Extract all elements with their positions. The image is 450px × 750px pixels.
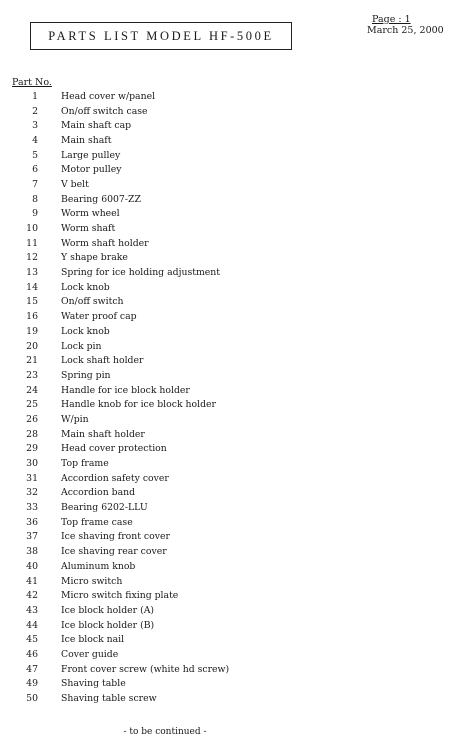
part-name: Bearing 6202-LLU xyxy=(61,502,148,514)
part-row xyxy=(0,544,229,559)
part-row xyxy=(0,295,229,310)
part-name: Lock shaft holder xyxy=(61,355,144,367)
part-number: 10 xyxy=(26,223,38,235)
part-row xyxy=(0,148,229,163)
part-name: Spring pin xyxy=(61,369,111,381)
part-name: Motor pulley xyxy=(61,164,122,176)
part-number: 37 xyxy=(26,531,38,543)
part-number: 38 xyxy=(26,546,38,558)
part-name: Lock knob xyxy=(61,325,110,337)
part-number: 44 xyxy=(26,619,38,631)
part-name: Accordion band xyxy=(61,487,136,499)
part-number: 8 xyxy=(32,193,38,205)
part-name: Ice shaving front cover xyxy=(61,531,170,543)
part-name: Worm wheel xyxy=(61,208,120,220)
part-number: 25 xyxy=(26,399,38,411)
part-number: 5 xyxy=(32,149,38,161)
part-number: 13 xyxy=(26,267,38,279)
part-name: Spring for ice holding adjustment xyxy=(61,267,220,279)
part-row xyxy=(0,588,229,603)
part-row xyxy=(0,133,229,148)
part-name: Bearing 6007-ZZ xyxy=(61,193,141,205)
part-number: 42 xyxy=(26,590,38,602)
part-name: Head cover protection xyxy=(61,443,167,455)
part-name: W/pin xyxy=(61,413,89,425)
part-name: Ice block nail xyxy=(61,634,125,646)
part-number: 33 xyxy=(26,502,38,514)
part-name: Y shape brake xyxy=(61,252,128,264)
part-number: 4 xyxy=(32,134,38,146)
part-number: 28 xyxy=(26,428,38,440)
part-number: 20 xyxy=(26,340,38,352)
part-name: Shaving table screw xyxy=(61,693,157,705)
part-row xyxy=(0,442,229,457)
part-row xyxy=(0,618,229,633)
part-number: 32 xyxy=(26,487,38,499)
part-row xyxy=(0,177,229,192)
part-name: Main shaft holder xyxy=(61,428,145,440)
part-number: 30 xyxy=(26,458,38,470)
part-number: 50 xyxy=(26,693,38,705)
part-row xyxy=(0,456,229,471)
part-row xyxy=(0,280,229,295)
part-row xyxy=(0,162,229,177)
part-row xyxy=(0,309,229,324)
part-row xyxy=(0,603,229,618)
part-name: Micro switch fixing plate xyxy=(61,590,179,602)
part-number: 12 xyxy=(26,252,38,264)
part-number: 3 xyxy=(32,120,38,132)
part-name: V belt xyxy=(61,178,89,190)
part-number: 7 xyxy=(32,178,38,190)
part-row xyxy=(0,677,229,692)
part-name: Shaving table xyxy=(61,678,126,690)
part-number: 46 xyxy=(26,648,38,660)
part-name: Ice block holder (A) xyxy=(61,604,155,616)
part-row xyxy=(0,559,229,574)
part-number: 16 xyxy=(26,311,38,323)
part-name: Accordion safety cover xyxy=(61,472,169,484)
part-no-column-header: Part No. xyxy=(12,77,52,88)
part-number: 9 xyxy=(32,208,38,220)
part-row xyxy=(0,427,229,442)
part-row xyxy=(0,353,229,368)
part-name: Top frame case xyxy=(61,516,133,528)
part-name: Lock pin xyxy=(61,340,102,352)
part-row xyxy=(0,89,229,104)
part-name: Cover guide xyxy=(61,648,119,660)
part-number: 21 xyxy=(26,355,38,367)
part-name: Head cover w/panel xyxy=(61,90,156,102)
part-number: 19 xyxy=(26,325,38,337)
part-name: Worm shaft xyxy=(61,223,116,235)
document-date: March 25, 2000 xyxy=(367,25,444,36)
part-row xyxy=(0,192,229,207)
part-name: Handle for ice block holder xyxy=(61,384,190,396)
part-name: Aluminum knob xyxy=(61,560,136,572)
part-name: Large pulley xyxy=(61,149,121,161)
part-number: 1 xyxy=(32,90,38,102)
part-number: 11 xyxy=(26,237,38,249)
part-row xyxy=(0,500,229,515)
part-number: 26 xyxy=(26,413,38,425)
part-number: 47 xyxy=(26,663,38,675)
page-number: Page : 1 xyxy=(372,14,411,25)
part-name: Front cover screw (white hd screw) xyxy=(61,663,230,675)
part-number: 36 xyxy=(26,516,38,528)
part-row xyxy=(0,662,229,677)
part-row xyxy=(0,339,229,354)
page-meta xyxy=(367,14,444,36)
part-row xyxy=(0,221,229,236)
part-number: 24 xyxy=(26,384,38,396)
part-number: 14 xyxy=(26,281,38,293)
part-name: Main shaft cap xyxy=(61,120,132,132)
part-name: On/off switch case xyxy=(61,105,148,117)
part-row xyxy=(0,530,229,545)
part-row xyxy=(0,515,229,530)
part-row xyxy=(0,251,229,266)
part-row xyxy=(0,207,229,222)
part-row xyxy=(0,368,229,383)
part-row xyxy=(0,647,229,662)
part-number: 23 xyxy=(26,369,38,381)
document-title: PARTS LIST MODEL HF-500E xyxy=(30,22,292,50)
part-name: Worm shaft holder xyxy=(61,237,149,249)
part-number: 2 xyxy=(32,105,38,117)
part-row xyxy=(0,118,229,133)
part-name: Main shaft xyxy=(61,134,112,146)
part-number: 15 xyxy=(26,296,38,308)
part-row xyxy=(0,397,229,412)
part-name: Ice shaving rear cover xyxy=(61,546,167,558)
part-row xyxy=(0,236,229,251)
part-name: Top frame xyxy=(61,458,109,470)
part-row xyxy=(0,412,229,427)
part-name: Ice block holder (B) xyxy=(61,619,155,631)
part-row xyxy=(0,324,229,339)
part-number: 31 xyxy=(26,472,38,484)
part-name: On/off switch xyxy=(61,296,124,308)
parts-list xyxy=(0,89,229,706)
part-number: 6 xyxy=(32,164,38,176)
part-row xyxy=(0,691,229,706)
part-number: 43 xyxy=(26,604,38,616)
part-row xyxy=(0,104,229,119)
part-name: Micro switch xyxy=(61,575,123,587)
part-name: Lock knob xyxy=(61,281,110,293)
part-row xyxy=(0,574,229,589)
continued-note: - to be continued - xyxy=(123,727,207,737)
part-row xyxy=(0,471,229,486)
part-row xyxy=(0,383,229,398)
part-number: 45 xyxy=(26,634,38,646)
part-number: 40 xyxy=(26,560,38,572)
part-name: Handle knob for ice block holder xyxy=(61,399,216,411)
part-row xyxy=(0,265,229,280)
part-row xyxy=(0,632,229,647)
part-number: 49 xyxy=(26,678,38,690)
part-number: 41 xyxy=(26,575,38,587)
part-number: 29 xyxy=(26,443,38,455)
part-row xyxy=(0,486,229,501)
part-name: Water proof cap xyxy=(61,311,137,323)
